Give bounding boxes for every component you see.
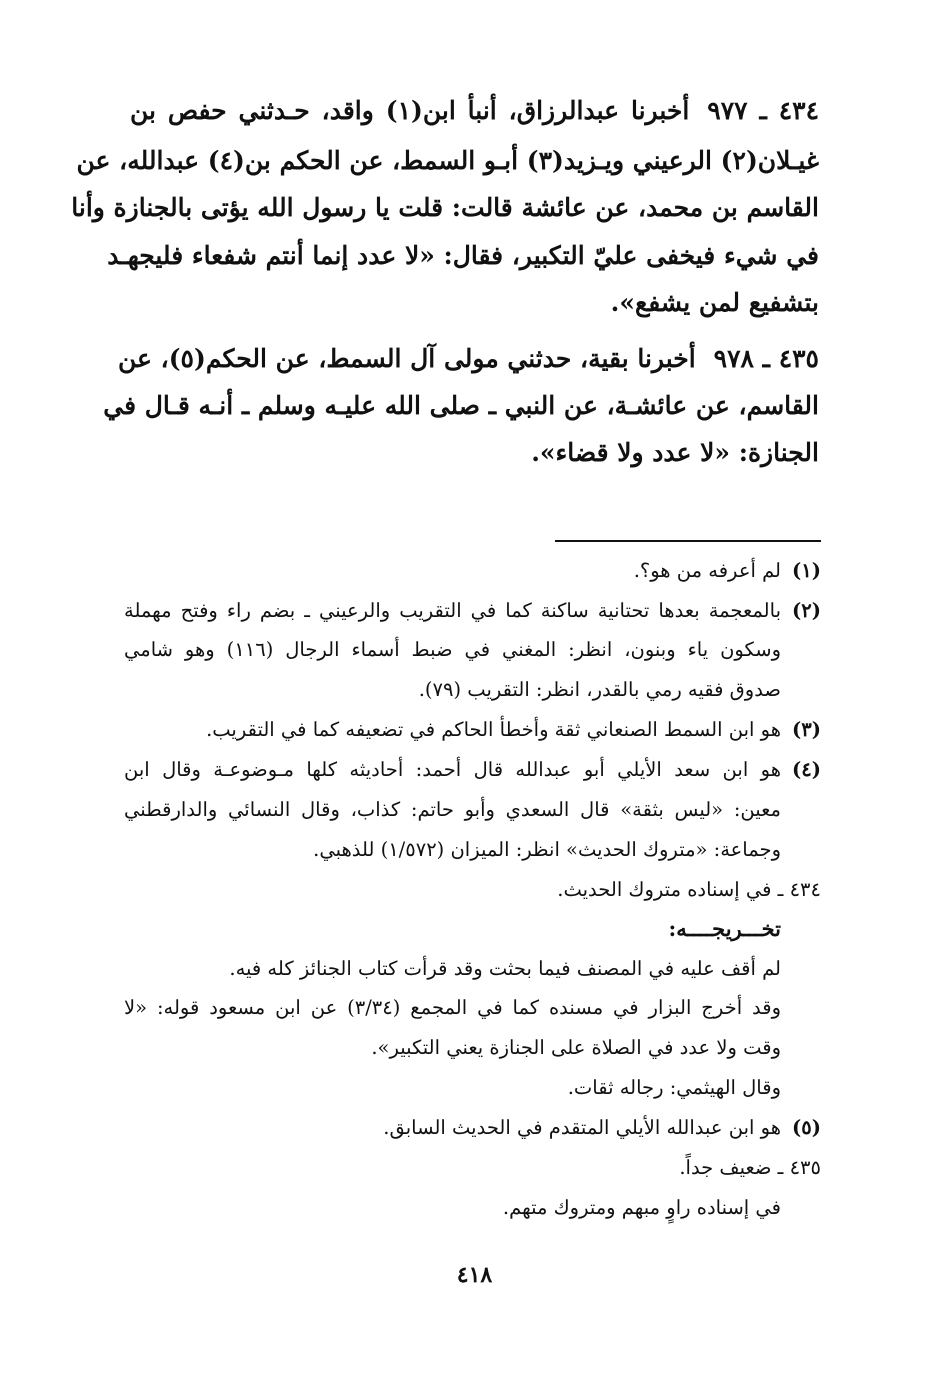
footnote-1 (124, 559, 821, 582)
hadith-977-line-5: بتشفيع لمن يشفع». (610, 288, 819, 317)
takhrij-line-3: وقت ولا عدد في الصلاة على الجنازة يعني التكبير». (371, 1036, 781, 1059)
footnote-2-line-3: صدوق فقيه رمي بالقدر، انظر: التقريب (٧٩). (418, 678, 781, 701)
footnote-5 (124, 1116, 821, 1139)
hadith-977-line-4: في شيء فيخفى عليّ التكبير، فقال: «لا عدد إنما أنتم شفعاء فليجهـد (107, 241, 819, 270)
hadith-978-line-1 (117, 344, 819, 373)
footnote-3 (124, 718, 821, 741)
hadith-977-line-2: غيـلان(٢) الرعيني ويـزيد(٣) أبـو السمط، عن الحكم بن(٤) عبدالله، عن (76, 146, 819, 175)
footnote-text: هو ابن عبدالله الأيلي المتقدم في الحديث السابق. (383, 1116, 781, 1139)
footnote-mark: (٥) (792, 1116, 821, 1139)
page-number: ٤١٨ (456, 1262, 493, 1288)
grading-435: ٤٣٥ ـ ضعيف جداً. (679, 1156, 821, 1179)
footnote-mark: (٤) (792, 758, 821, 781)
hadith-number: ٤٣٥ ـ ٩٧٨ (713, 344, 819, 373)
footnote-mark: (٢) (792, 599, 821, 622)
footnote-separator (555, 540, 821, 542)
footnote-4-line-2: معين: «ليس بثقة» قال السعدي وأبو حاتم: كذاب، وقال النسائي والدارقطني (124, 798, 781, 821)
hadith-978-line-3: الجنازة: «لا عدد ولا قضاء». (531, 438, 819, 467)
footnote-mark: (٣) (792, 718, 821, 741)
takhrij-line-1: لم أقف عليه في المصنف فيما بحثت وقد قرأت كتاب الجنائز كله فيه. (229, 957, 781, 980)
hadith-977-line-3: القاسم بن محمد، عن عائشة قالت: قلت يا رسول الله يؤتى بالجنازة وأنا (71, 193, 819, 222)
hadith-977-line-1 (130, 96, 819, 125)
grading-434: ٤٣٤ ـ في إسناده متروك الحديث. (557, 878, 821, 901)
grading-435-note: في إسناده راوٍ مبهم ومتروك متهم. (502, 1196, 781, 1219)
footnote-4 (124, 758, 821, 781)
hadith-number: ٤٣٤ ـ ٩٧٧ (707, 96, 820, 125)
footnote-4-line-3: وجماعة: «متروك الحديث» انظر: الميزان (١/٥٧٢) للذهبي. (313, 838, 781, 861)
footnote-text: هو ابن السمط الصنعاني ثقة وأخطأ الحاكم في تضعيفه كما في التقريب. (206, 718, 781, 741)
footnote-text: بالمعجمة بعدها تحتانية ساكنة كما في التقريب والرعيني ـ بضم راء وفتح مهملة (124, 599, 781, 622)
footnote-mark: (١) (792, 559, 821, 582)
footnote-2 (124, 599, 821, 622)
takhrij-heading: تخـــريجــــه: (668, 916, 781, 941)
hadith-978-line-2: القاسم، عن عائشـة، عن النبي ـ صلى الله عليـه وسلم ـ أنـه قـال في (103, 391, 819, 420)
hadith-text: أخبرنا بقية، حدثني مولى آل السمط، عن الحكم(٥)، عن (117, 344, 696, 373)
footnote-text: لم أعرفه من هو؟. (633, 559, 781, 582)
footnote-2-line-2: وسكون ياء وبنون، انظر: المغني في ضبط أسماء الرجال (١١٦) وهو شامي (124, 638, 781, 661)
takhrij-line-2: وقد أخرج البزار في مسنده كما في المجمع (٣/٣٤) عن ابن مسعود قوله: «لا (124, 996, 781, 1019)
footnote-text: هو ابن سعد الأيلي أبو عبدالله قال أحمد: أحاديثه كلها مـوضوعـة وقال ابن (124, 758, 781, 781)
takhrij-line-4: وقال الهيثمي: رجاله ثقات. (567, 1076, 781, 1099)
hadith-text: أخبرنا عبدالرزاق، أنبأ ابن(١) واقد، حـدثني حفص بن (130, 96, 690, 125)
